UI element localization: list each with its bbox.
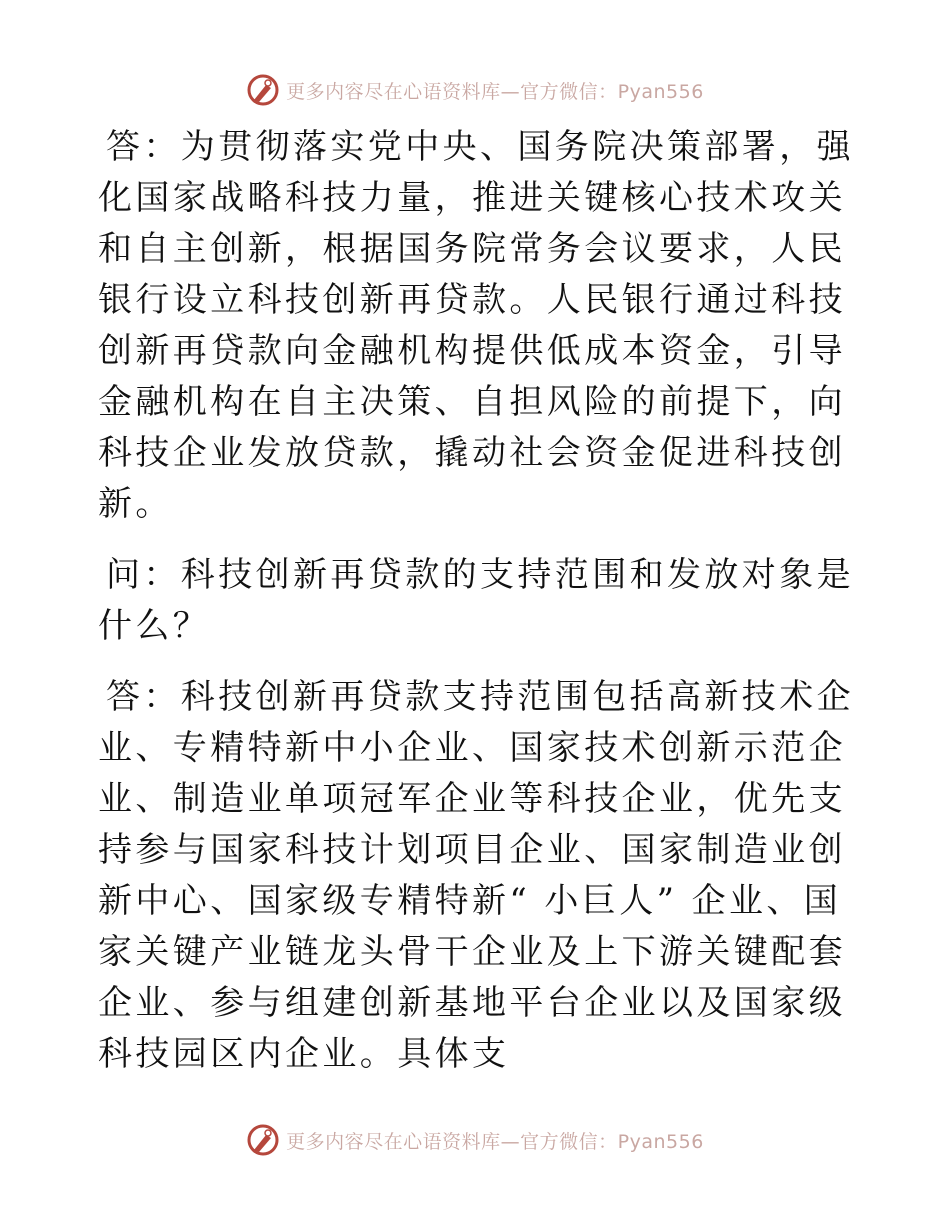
answer-paragraph-2: 答：科技创新再贷款支持范围包括高新技术企业、专精特新中小企业、国家技术创新示范企业、制造业单项冠军企业等科技企业，优先支持参与国家科技计划项目企业、国家制造业创新中心、国家级专精特新“ 小巨人” 企业、国家关键产业链龙头骨干企业及上下游关键配套企业、参与组建创新基地平台企业以及国家级科技园区内企业。具体支 (98, 677, 854, 1074)
banner-text: 更多内容尽在心语资料库—官方微信：Pyan556 (286, 80, 704, 103)
question-paragraph: 问：科技创新再贷款的支持范围和发放对象是什么？ (98, 555, 854, 646)
pen-circle-logo-icon (246, 73, 280, 107)
document-body (98, 122, 858, 1100)
answer-paragraph-1: 答：为贯彻落实党中央、国务院决策部署，强化国家战略科技力量，推进关键核心技术攻关和自主创新，根据国务院常务会议要求，人民银行设立科技创新再贷款。人民银行通过科技创新再贷款向金融机构提供低成本资金，引导金融机构在自主决策、自担风险的前提下，向科技企业发放贷款，撬动社会资金促进科技创新。 (98, 127, 854, 524)
pen-circle-logo-icon (246, 1123, 280, 1157)
footer-banner (0, 1120, 950, 1160)
header-banner (0, 70, 950, 110)
banner-text: 更多内容尽在心语资料库—官方微信：Pyan556 (286, 1130, 704, 1153)
